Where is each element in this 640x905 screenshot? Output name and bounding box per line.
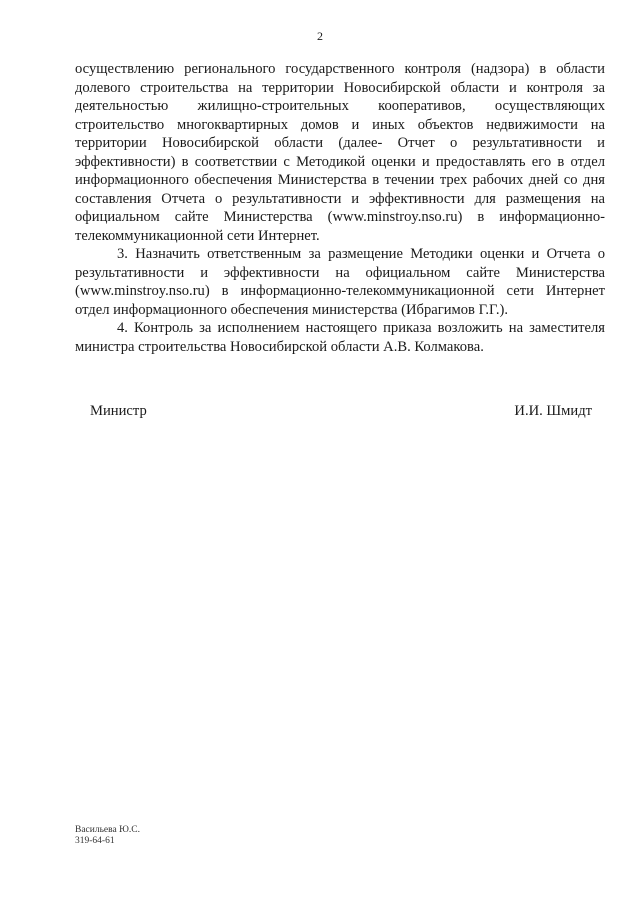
executor-footer — [75, 825, 140, 847]
paragraph-continuation: осуществлению регионального государственного контроля (надзора) в области долевого строительства на территории Новосибирской области и контроля за деятельностью жилищно-строительных кооперативов, осуществляющих строительство многоквартирных домов и иных объектов недвижимости на территории Новосибирской области (далее- Отчет о результативности и эффективности) в соответствии с Методикой оценки и предоставлять его в отдел информационного обеспечения Министерства в течении трех рабочих дней со дня составления Отчета о результативности и эффективности для размещения на официальном сайте Министерства (www.minstroy.nso.ru) в информационно-телекоммуникационной сети Интернет. — [75, 61, 605, 244]
executor-name: Васильева Ю.С. — [75, 825, 140, 835]
paragraph-item-4: 4. Контроль за исполнением настоящего приказа возложить на заместителя министра строительства Новосибирской области А.В. Колмакова. — [75, 320, 605, 355]
executor-phone: 319-64-61 — [75, 836, 115, 846]
paragraph-item-3: 3. Назначить ответственным за размещение Методики оценки и Отчета о результативности и эффективности на официальном сайте Министерства (www.minstroy.nso.ru) в информационно-телекоммуникационной сети Интернет отдел информационного обеспечения министерства (Ибрагимов Г.Г.). — [75, 246, 605, 318]
signatory-title: Министр — [90, 403, 147, 419]
document-body — [75, 60, 605, 356]
page-number: 2 — [317, 29, 323, 43]
signatory-name: И.И. Шмидт — [514, 403, 592, 419]
